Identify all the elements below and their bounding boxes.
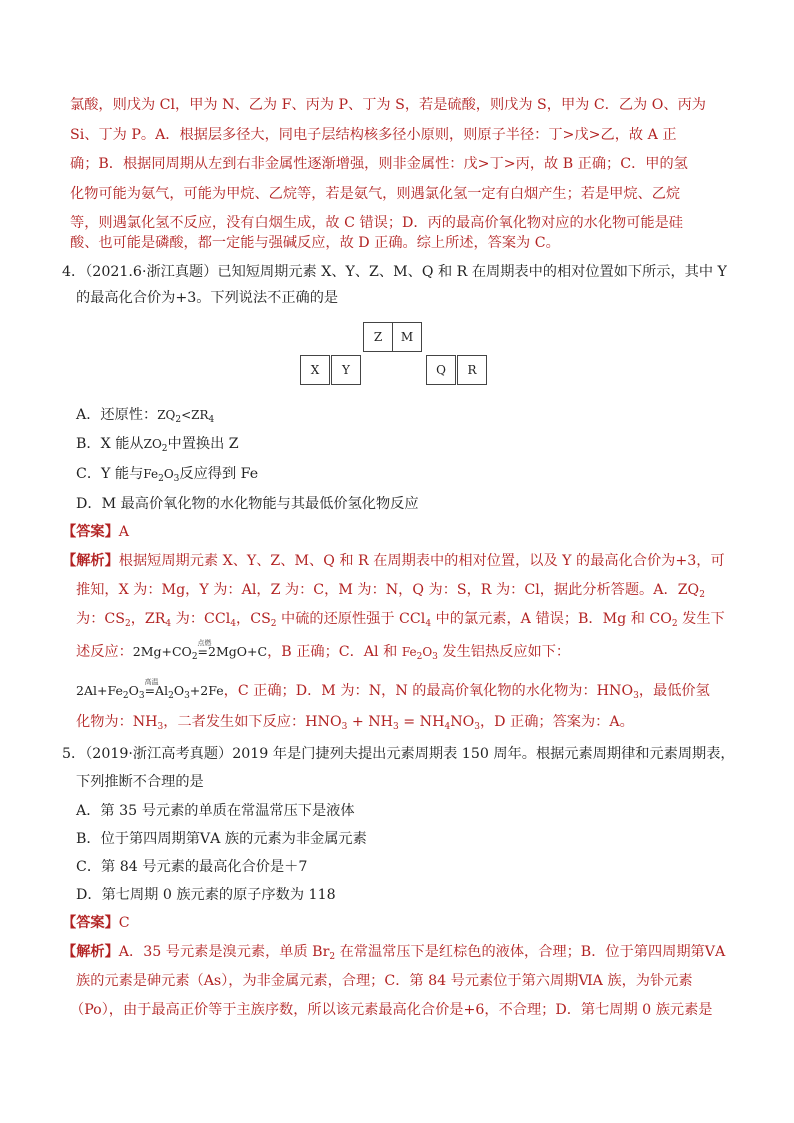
analysis-text: + NH: [347, 714, 394, 730]
formula-subscript: 2: [270, 619, 277, 629]
formula-text: ZR: [191, 408, 209, 422]
cell-q: Q: [426, 355, 456, 385]
q4-option-a-label: A．还原性：: [76, 407, 158, 423]
formula-subscript: 3: [474, 722, 480, 732]
analysis-text: 为：CS: [76, 611, 125, 627]
analysis-text: 中的氯元素，A 错误；B．Mg 和 CO: [431, 611, 672, 627]
q5-option-a: A．第 35 号元素的单质在常温常压下是液体: [76, 803, 355, 819]
q4-answer: [62, 522, 129, 542]
equation-1: [132, 639, 268, 662]
q4-option-c-tail: 反应得到 Fe: [179, 466, 259, 482]
analysis-text: 发生铝热反应如下：: [437, 644, 571, 660]
formula-subscript: 4: [230, 619, 237, 629]
formula-subscript: 4: [208, 415, 215, 425]
analysis-text: = NH: [398, 714, 445, 730]
q4-analysis-line-4: [76, 639, 571, 662]
formula-subscript: 3: [432, 652, 438, 662]
formula-subscript: 2: [329, 952, 336, 962]
equation-lhs: 2Mg+CO: [132, 644, 192, 659]
formula-text: O: [422, 645, 433, 659]
condition-text: 高温: [144, 678, 159, 686]
formula-subscript: 3: [633, 691, 639, 701]
formula-subscript: 2: [671, 619, 678, 629]
periodic-table-fragment: [300, 322, 490, 390]
analysis-text: ，二者发生如下反应：HNO: [163, 714, 342, 730]
formula-subscript: 2: [191, 652, 198, 662]
q4-option-b-formula: [143, 437, 168, 454]
formula-text: Fe: [401, 645, 417, 659]
q4-option-a: [76, 405, 214, 425]
answer-value: C: [118, 915, 130, 931]
q4-option-d: D．M 最高价氧化物的水化物能与其最低价氢化物反应: [76, 496, 419, 512]
analysis-text: ，C 正确；D．M 为：N，N 的最高价氧化物的水化物为：HNO: [223, 683, 634, 699]
analysis-text: ，B 正确；C．Al 和: [267, 644, 402, 660]
formula-subscript: 4: [425, 619, 432, 629]
formula-text: ZQ: [157, 408, 176, 422]
prev-analysis-line-4: 化物可能为氨气，可能为甲烷、乙烷等，若是氨气，则遇氯化氢一定有白烟产生；若是甲烷、乙烷: [70, 186, 681, 202]
formula-subscript: 2: [699, 590, 705, 600]
formula-text: O: [128, 683, 139, 698]
q4-option-c: [76, 464, 258, 484]
analysis-text: ，CS: [236, 611, 271, 627]
formula-subscript: 2: [168, 691, 174, 701]
equals-sign: =: [144, 683, 156, 698]
cell-y: Y: [331, 355, 361, 385]
analysis-text: 根据短周期元素 X、Y、Z、M、Q 和 R 在周期表中的相对位置，以及 Y 的最高化合价为+3，可: [118, 553, 725, 569]
prev-analysis-line-3: 确；B．根据同周期从左到右非金属性逐渐增强，则非金属性：戊>丁>丙，故 B 正确；C．甲的氢: [70, 156, 688, 172]
cell-x: X: [300, 355, 330, 385]
formula-subscript: 4: [444, 722, 451, 732]
q4-analysis-line-3: [76, 609, 725, 629]
equation-2: [76, 678, 224, 701]
formula-text: ZO: [143, 437, 162, 451]
prev-analysis-line-5: 等，则遇氯化氢不反应，没有白烟生成，故 C 错误；D．丙的最高价氧化物对应的水化物可能是硅: [70, 215, 683, 231]
reaction-condition: [144, 678, 159, 701]
q5-analysis-line-2: 族的元素是砷元素（As），为非金属元素，合理；C．第 84 号元素位于第六周期ⅥA 族，为钋元素: [76, 973, 693, 989]
answer-value: A: [118, 524, 130, 540]
analysis-text: 为：CCl: [171, 611, 231, 627]
analysis-text: ，ZR: [130, 611, 166, 627]
formula-text: +2Fe: [189, 683, 224, 698]
analysis-tag: 【解析】: [62, 553, 119, 569]
equals-sign: =: [197, 644, 209, 659]
formula-subscript: 3: [393, 722, 399, 732]
analysis-text: ，D 正确；答案为：A。: [479, 714, 634, 730]
formula-subscript: 3: [138, 691, 145, 701]
q4-analysis-line-6: [76, 712, 634, 732]
formula-text: Fe: [143, 467, 159, 481]
formula-subscript: 3: [184, 691, 190, 701]
formula-subscript: 2: [124, 619, 131, 629]
q4-analysis-line-2: [76, 580, 705, 600]
q5-answer: [62, 913, 130, 933]
q4-option-b-label: B．X 能从: [76, 436, 144, 452]
q5-stem-line-1: 5．（2019·浙江高考真题）2019 年是门捷列夫提出元素周期表 150 周年。根据元素周期律和元素周期表，: [62, 746, 735, 762]
formula-subscript: 2: [122, 691, 129, 701]
formula-subscript: 2: [175, 415, 182, 425]
cell-r: R: [457, 355, 487, 385]
q4-analysis-line-5: [76, 678, 710, 701]
q4-analysis-line-1: [62, 551, 725, 571]
q4-option-c-label: C．Y 能与: [76, 466, 144, 482]
q4-option-b: [76, 434, 239, 454]
formula-text: O: [173, 683, 185, 698]
q5-analysis-line-1: [62, 942, 725, 962]
q5-stem-line-2: 下列推断不合理的是: [76, 774, 204, 790]
prev-analysis-line-1: 氯酸，则戊为 Cl，甲为 N、乙为 F、丙为 P、丁为 S，若是硫酸，则戊为 S，甲为 C．乙为 O、丙为: [70, 97, 706, 113]
formula-subscript: 3: [341, 722, 348, 732]
analysis-text: 发生下: [677, 611, 725, 627]
equation-lhs: 2Al+Fe: [76, 683, 123, 698]
analysis-tag: 【解析】: [62, 944, 119, 960]
analysis-text: 推知，X 为：Mg，Y 为：Al，Z 为：C，M 为：N，Q 为：S，R 为：Cl，据此分析答题。A．: [76, 582, 678, 598]
formula-subscript: 3: [157, 722, 164, 732]
formula-subscript: 2: [161, 444, 168, 454]
less-than-sign: <: [181, 408, 192, 422]
formula-subscript: 2: [158, 474, 164, 484]
answer-tag: 【答案】: [62, 524, 119, 540]
cell-z: Z: [363, 322, 393, 352]
formula-subscript: 4: [165, 619, 172, 629]
prev-analysis-line-6: 酸、也可能是磷酸，都一定能与强碱反应，故 D 正确。综上所述，答案为 C。: [70, 235, 560, 251]
formula-text: O: [163, 467, 174, 481]
q4-stem-line-2: 的最高化合价为+3。下列说法不正确的是: [76, 290, 339, 306]
equation-rhs: 2MgO+C: [208, 644, 268, 659]
q5-option-c: C．第 84 号元素的最高化合价是＋7: [76, 859, 308, 875]
cell-m: M: [392, 322, 422, 352]
formula-subscript: 2: [416, 652, 423, 662]
analysis-text: ，最低价氢: [638, 683, 710, 699]
analysis-text: 在常温常压下是红棕色的液体，合理；B．位于第四周期第ⅤA: [335, 944, 726, 960]
q4-stem-line-1: 4．（2021.6·浙江真题）已知短周期元素 X、Y、Z、M、Q 和 R 在周期表中的相对位置如下所示，其中 Y: [62, 264, 727, 280]
formula-text: ZQ: [677, 582, 700, 598]
analysis-text: 中硫的还原性强于 CCl: [276, 611, 426, 627]
formula-subscript: 3: [173, 474, 180, 484]
condition-text: 点燃: [197, 639, 212, 647]
q5-option-d: D．第七周期 0 族元素的原子序数为 118: [76, 887, 336, 903]
q4-option-c-formula: [143, 467, 180, 484]
analysis-text: NO: [450, 714, 475, 730]
q5-option-b: B．位于第四周期第ⅤA 族的元素为非金属元素: [76, 831, 367, 847]
reaction-condition: [197, 639, 212, 662]
analysis-text: 述反应：: [76, 644, 133, 660]
analysis-text: 化物为：NH: [76, 714, 158, 730]
q5-analysis-line-3: （Po），由于最高正价等于主族序数，所以该元素最高化合价是+6，不合理；D．第七周期 0 族元素是: [70, 1002, 713, 1018]
equation-rhs: Al: [155, 683, 169, 698]
analysis-text: A．35 号元素是溴元素，单质 Br: [118, 944, 330, 960]
q4-option-b-tail: 中置换出 Z: [167, 436, 239, 452]
q4-option-a-formula-1: [157, 408, 215, 425]
formula: [401, 645, 438, 662]
answer-tag: 【答案】: [62, 915, 119, 931]
prev-analysis-line-2: Si、丁为 P。A．根据层多径大，同电子层结构核多径小原则，则原子半径：丁>戊>乙，故 A 正: [70, 127, 677, 143]
